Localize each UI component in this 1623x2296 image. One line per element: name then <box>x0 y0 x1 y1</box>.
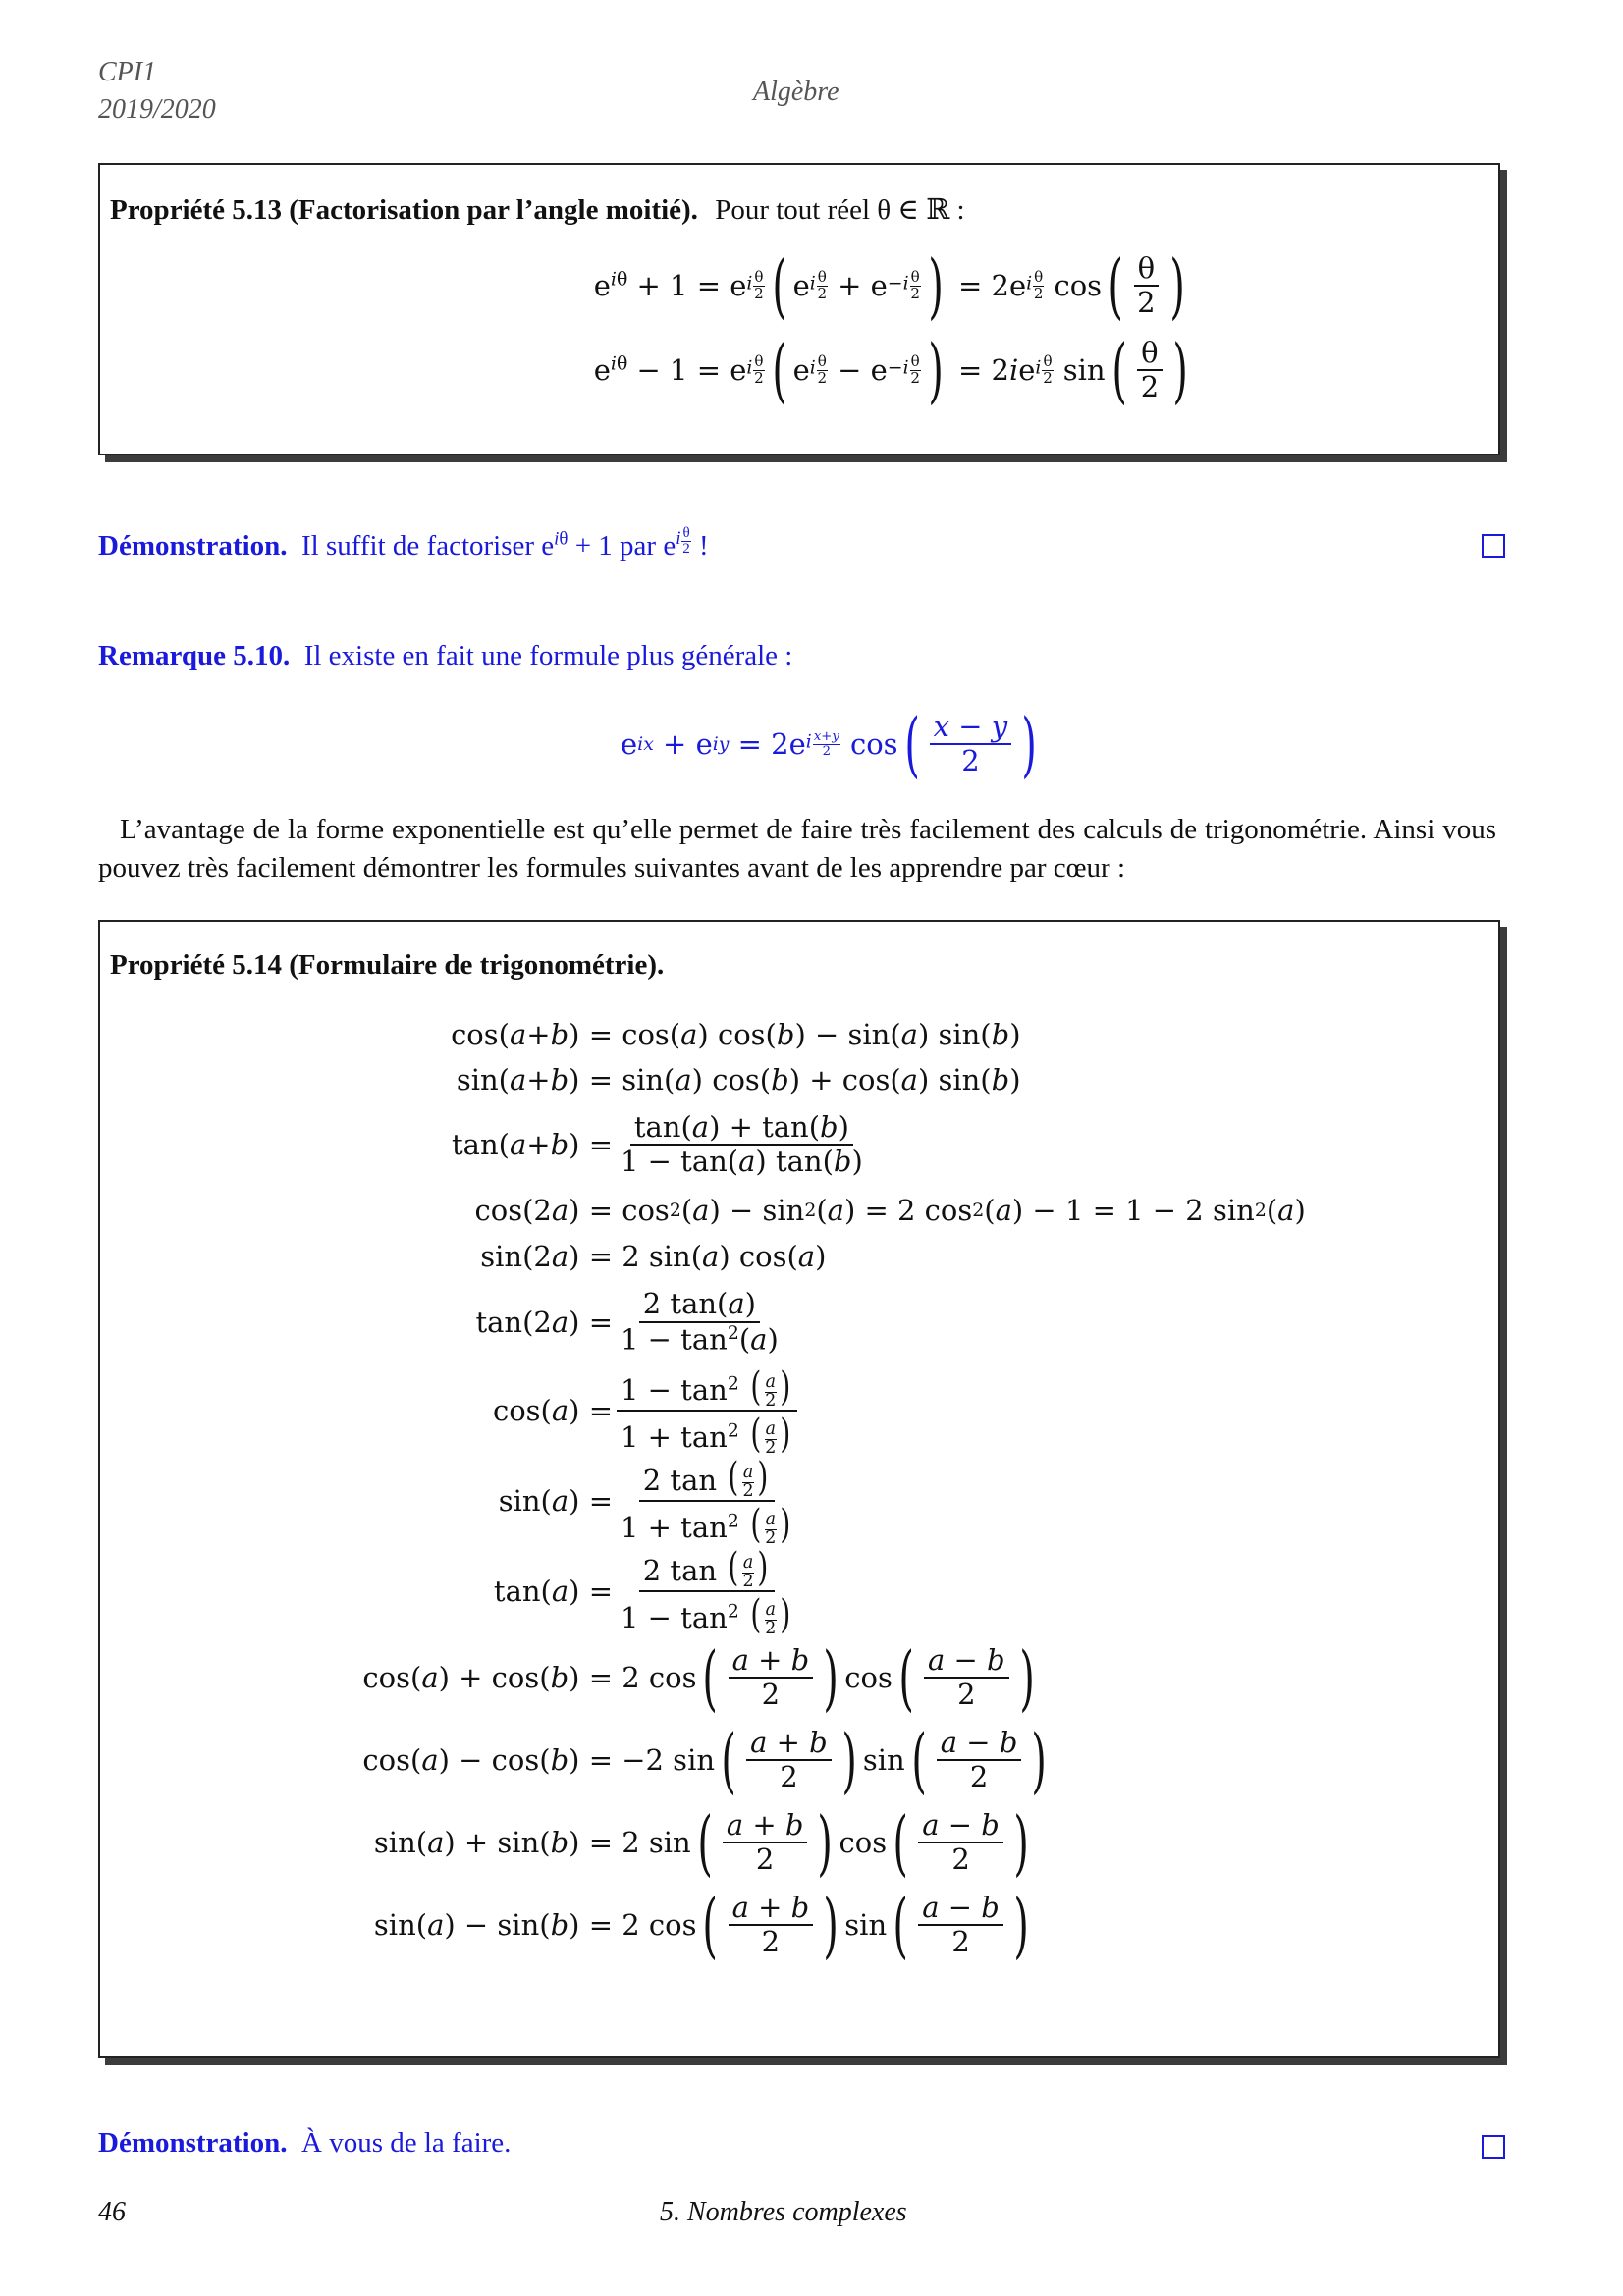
demonstration-2-label: Démonstration. <box>98 2127 288 2159</box>
qed-square-icon <box>1482 534 1505 558</box>
property-5-13-heading <box>110 192 965 227</box>
demonstration-2-text: À vous de la faire. <box>301 2127 512 2159</box>
formula-sin-plus-sin: sin(a) + sin(b) = 2 sin ( $\frac{a + b}{2}$ ) cos ( $\frac{a - b}{2}$ ) <box>373 1801 1029 1884</box>
remark-5-10-label: Remarque 5.10. <box>98 640 291 671</box>
formula-tan-double: tan(2a) = $\frac{2 \tan(a)}{1 - \tan^2(a)}$ <box>475 1287 779 1357</box>
formula-cos-plus-cos: cos(a) + cos(b) = 2 cos ( $\frac{a + b}{2}$ ) cos ( $\frac{a - b}{2}$ ) <box>362 1636 1035 1719</box>
demonstration-1: Démonstration. Il suffit de factoriser $e^{i\theta} + 1$ par $e^{i \frac{\theta}{2}}$ ! <box>98 525 709 561</box>
property-5-14-box <box>98 920 1500 2058</box>
formula-cos-minus-cos: cos(a) − cos(b) = −2 sin ( $\frac{a + b}{2}$ ) sin ( $\frac{a - b}{2}$ ) <box>362 1719 1048 1801</box>
demonstration-1-text-c: ! <box>698 529 709 561</box>
body-paragraph: L’avantage de la forme exponentielle est qu’elle permet de faire très facilement des calculs de trigonométrie. Ainsi vous pouvez très facilement démontrer les formules suivantes avant de les apprendre par cœur : <box>98 814 1496 883</box>
formula-sin-half: sin(a) = 2 tan ( $\frac{a}{2}$ ) $1 + \tan^2$ ( $\frac{a}{2}$ ) <box>498 1455 791 1548</box>
property-5-13-eq1: $e^{i\theta} + 1$ = e i $\frac{\theta}{2}$ ( e i $\frac{\theta}{2}$ + e −i $\frac{\theta}{2}$ ) = 2e i $\frac{\theta}{2}$ cos ( $\frac{\theta}{2}$ ) <box>593 244 1185 327</box>
property-5-14-title: Propriété 5.14 (Formulaire de trigonométrie). <box>110 949 665 981</box>
trig-formula-list <box>100 1012 1498 1966</box>
property-5-13-title: Propriété 5.13 (Factorisation par l’angle moitié). <box>110 194 698 226</box>
footer-chapter: 5. Nombres complexes <box>660 2197 907 2227</box>
demonstration-1-label: Démonstration. <box>98 529 288 561</box>
formula-tan-sum: tan(a+b) = $\frac{\tan(a) + \tan(b)}{1 - \tan(a) \tan(b)}$ <box>452 1109 863 1178</box>
header-year: 2019/2020 <box>98 94 216 125</box>
formula-cos-half: cos(a) = $1 - \tan^2$ ( $\frac{a}{2}$ ) $1 + \tan^2$ ( $\frac{a}{2}$ ) <box>100 1365 1498 1456</box>
property-5-13-intro: Pour tout réel θ ∈ ℝ : <box>715 194 965 226</box>
property-5-13-eq2: $e^{i\theta} - 1$ = e i $\frac{\theta}{2}$ ( e i $\frac{\theta}{2}$ − e −i $\frac{\theta}{2}$ ) = 2 i e i $\frac{\theta}{2}$ sin ( $\frac{\theta}{2}$ ) <box>593 329 1188 411</box>
demonstration-1-text-b: + 1 par e <box>574 529 676 561</box>
formula-tan-half: tan(a) = 2 tan ( $\frac{a}{2}$ ) $1 - \tan^2$ ( $\frac{a}{2}$ ) <box>493 1545 791 1638</box>
qed-square-icon-2 <box>1482 2135 1505 2159</box>
formula-sin-sum: sin(a+b) = sin( a ) cos( b ) + cos( a ) sin( b ) <box>456 1063 1021 1096</box>
formula-sin-double: sin(2a) = 2 sin( a ) cos( a ) <box>480 1240 827 1273</box>
formula-sin-minus-sin: sin(a) − sin(b) = 2 cos ( $\frac{a + b}{2}$ ) sin ( $\frac{a - b}{2}$ ) <box>373 1884 1029 1966</box>
remark-5-10-formula: e ix + e iy = 2e i $\frac{x+y}{2}$ cos ( $\frac{x - y}{2}$ ) <box>621 703 1037 785</box>
property-5-13-box <box>98 163 1500 455</box>
demonstration-2 <box>98 2127 511 2160</box>
header-course: CPI1 <box>98 57 157 87</box>
footer-page-number: 46 <box>98 2197 126 2227</box>
formula-cos-double: cos(2a) = cos 2 ( a ) − sin 2 ( a ) = 2 cos 2 ( a ) − 1 = 1 − 2 sin 2 ( a ) <box>474 1194 1306 1227</box>
remark-5-10-text: Il existe en fait une formule plus générale : <box>303 640 793 671</box>
remark-5-10 <box>98 640 792 672</box>
formula-cos-sum: cos(a+b) = cos( a ) cos( b ) − sin( a ) sin( b ) <box>451 1018 1021 1051</box>
header-subject: Algèbre <box>753 77 839 107</box>
demonstration-1-text-a: Il suffit de factoriser e <box>301 529 555 561</box>
